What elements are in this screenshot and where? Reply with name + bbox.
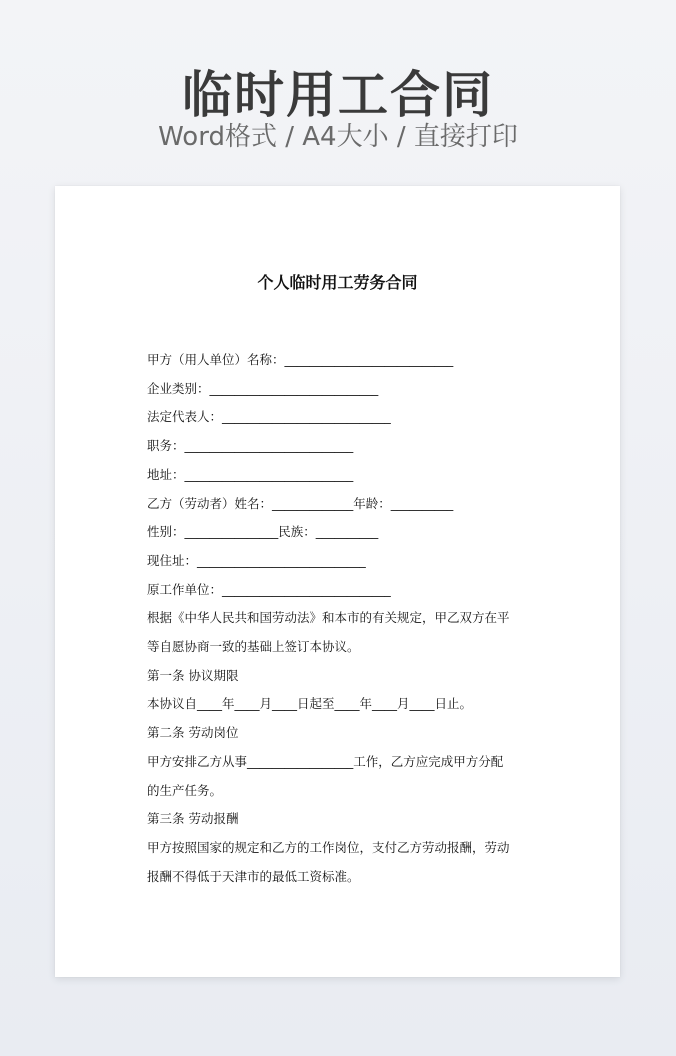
field-employer-name: 甲方（用人单位）名称：___________________________ [147, 352, 454, 367]
article-text: 甲方安排乙方从事_________________工作，乙方应完成甲方分配 [147, 753, 504, 769]
article-text: 的生产任务。 [147, 782, 223, 798]
field-legal-representative: 法定代表人：___________________________ [147, 409, 391, 425]
field-current-address: 现住址：___________________________ [147, 552, 366, 568]
preamble-line: 根据《中华人民共和国劳动法》和本市的有关规定，甲乙双方在平 [147, 610, 510, 626]
field-enterprise-type: 企业类别：___________________________ [147, 380, 379, 396]
document-page [55, 186, 620, 977]
field-employee-name-age: 乙方（劳动者）姓名：_____________年龄：__________ [147, 495, 454, 511]
article-heading: 第一条 协议期限 [147, 667, 239, 683]
article-text: 报酬不得低于天津市的最低工资标准。 [147, 868, 360, 884]
field-position: 职务：___________________________ [147, 438, 354, 454]
document-body [147, 346, 537, 891]
field-former-employer: 原工作单位：___________________________ [147, 581, 391, 597]
preamble-line: 等自愿协商一致的基础上签订本协议。 [147, 639, 360, 655]
field-address: 地址：___________________________ [147, 466, 354, 482]
article-text: 甲方按照国家的规定和乙方的工作岗位，支付乙方劳动报酬，劳动 [147, 839, 510, 855]
article-heading: 第二条 劳动岗位 [147, 725, 239, 741]
article-heading: 第三条 劳动报酬 [147, 811, 239, 827]
document-title: 个人临时用工劳务合同 [257, 273, 418, 292]
article-text: 本协议自____年____月____日起至____年____月____日止。 [147, 696, 473, 712]
field-gender-ethnicity: 性别：_______________民族：__________ [147, 524, 379, 540]
page-title: 临时用工合同 [182, 66, 494, 124]
page-subtitle: Word格式 / A4大小 / 直接打印 [158, 122, 518, 152]
